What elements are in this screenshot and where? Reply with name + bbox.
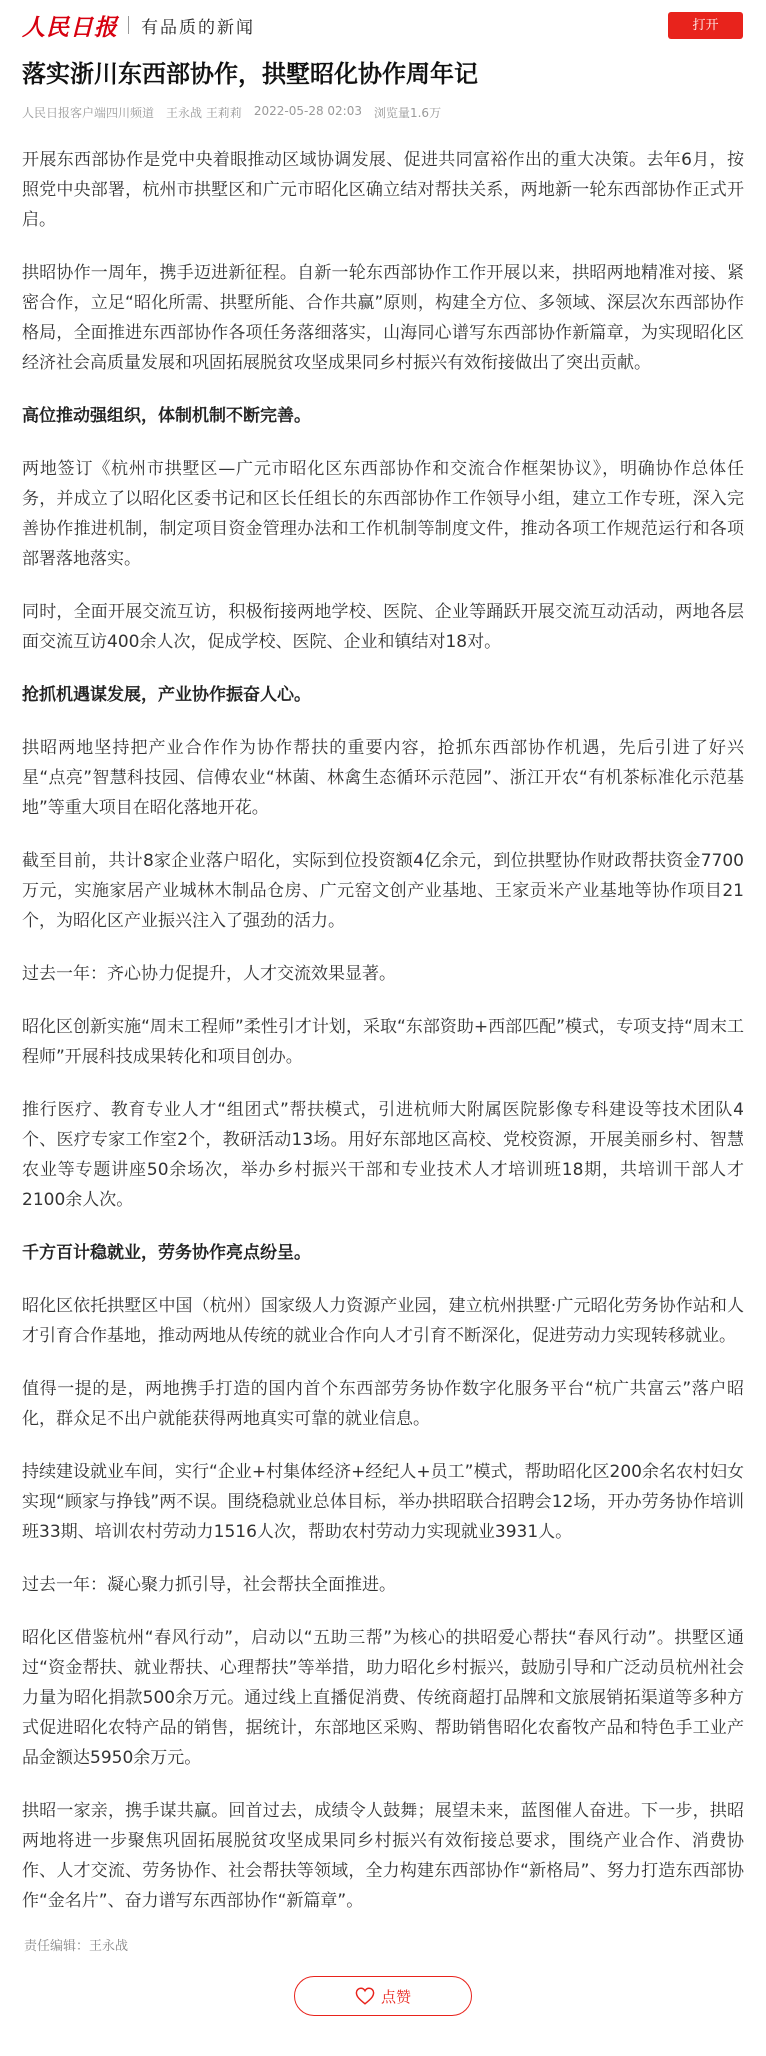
top-bar	[0, 0, 766, 50]
article-body	[22, 145, 744, 1916]
article-paragraph: 持续建设就业车间，实行“企业+村集体经济+经纪人+员工”模式，帮助昭化区200余名农村妇女实现“顾家与挣钱”两不误。围绕稳就业总体目标，举办拱昭联合招聘会12场，开办劳务协作培训班33期、培训农村劳动力1516人次，帮助农村劳动力实现就业3931人。	[22, 1462, 744, 1542]
section-heading: 千方百计稳就业，劳务协作亮点纷呈。	[22, 1243, 311, 1263]
article-paragraph: 拱昭一家亲，携手谋共赢。回首过去，成绩令人鼓舞；展望未来，蓝图催人奋进。下一步，拱昭两地将进一步聚焦巩固拓展脱贫攻坚成果同乡村振兴有效衔接总要求，围绕产业合作、消费协作、人才交流、劳务协作、社会帮扶等领域，全力构建东西部协作“新格局”、努力打造东西部协作“金名片”、奋力谱写东西部协作“新篇章”。	[22, 1801, 744, 1911]
article-paragraph: 值得一提的是，两地携手打造的国内首个东西部劳务协作数字化服务平台“杭广共富云”落户昭化，群众足不出户就能获得两地真实可靠的就业信息。	[22, 1379, 744, 1429]
like-label: 点赞	[380, 1987, 411, 2006]
article-meta	[22, 104, 744, 121]
article-title: 落实浙川东西部协作，拱墅昭化协作周年记	[22, 60, 478, 88]
article-paragraph: 拱昭协作一周年，携手迈进新征程。自新一轮东西部协作工作开展以来，拱昭两地精准对接、紧密合作，立足“昭化所需、拱墅所能、合作共赢”原则，构建全方位、多领域、深层次东西部协作格局，全面推进东西部协作各项任务落细落实，山海同心谱写东西部协作新篇章，为实现昭化区经济社会高质量发展和巩固拓展脱贫攻坚成果同乡村振兴有效衔接做出了突出贡献。	[22, 263, 744, 373]
article-paragraph: 过去一年：凝心聚力抓引导，社会帮扶全面推进。	[22, 1575, 396, 1595]
article-paragraph: 昭化区创新实施“周末工程师”柔性引才计划，采取“东部资助+西部匹配”模式，专项支持“周末工程师”开展科技成果转化和项目创办。	[22, 1017, 744, 1067]
heart-icon	[355, 1987, 375, 2005]
responsible-editor: 责任编辑：王永战	[24, 1939, 129, 1954]
people-daily-logo[interactable]: 人民日报	[22, 13, 118, 41]
slogan: 有品质的新闻	[141, 17, 255, 38]
article-paragraph: 两地签订《杭州市拱墅区—广元市昭化区东西部协作和交流合作框架协议》，明确协作总体任务，并成立了以昭化区委书记和区长任组长的东西部协作工作领导小组，建立工作专班，深入完善协作推进机制，制定项目资金管理办法和工作机制等制度文件，推动各项工作规范运行和各项部署落地落实。	[22, 459, 744, 569]
article-views: 浏览量1.6万	[373, 106, 442, 120]
article-paragraph: 同时，全面开展交流互访，积极衔接两地学校、医院、企业等踊跃开展交流互动活动，两地各层面交流互访400余人次，促成学校、医院、企业和镇结对18对。	[22, 602, 744, 652]
article-paragraph: 昭化区依托拱墅区中国（杭州）国家级人力资源产业园，建立杭州拱墅·广元昭化劳务协作站和人才引育合作基地，推动两地从传统的就业合作向人才引育不断深化，促进劳动力实现转移就业。	[22, 1296, 744, 1346]
article-paragraph: 推行医疗、教育专业人才“组团式”帮扶模式，引进杭师大附属医院影像专科建设等技术团队4个、医疗专家工作室2个，教研活动13场。用好东部地区高校、党校资源，开展美丽乡村、智慧农业等专题讲座50余场次，举办乡村振兴干部和专业技术人才培训班18期，共培训干部人才2100余人次。	[22, 1100, 744, 1210]
article-paragraph: 昭化区借鉴杭州“春风行动”，启动以“五助三帮”为核心的拱昭爱心帮扶“春风行动”。拱墅区通过“资金帮扶、就业帮扶、心理帮扶”等举措，助力昭化乡村振兴，鼓励引导和广泛动员杭州社会力量为昭化捐款500余万元。通过线上直播促消费、传统商超打品牌和文旅展销拓渠道等多种方式促进昭化农特产品的销售，据统计，东部地区采购、帮助销售昭化农畜牧产品和特色手工业产品金额达5950余万元。	[22, 1628, 744, 1768]
article-datetime: 2022-05-28 02:03	[253, 104, 362, 118]
article-source: 人民日报客户端四川频道	[22, 106, 155, 120]
article-paragraph: 截至目前，共计8家企业落户昭化，实际到位投资额4亿余元，到位拱墅协作财政帮扶资金7700万元，实施家居产业城林木制品仓房、广元窑文创产业基地、王家贡米产业基地等协作项目21个，为昭化区产业振兴注入了强劲的活力。	[22, 851, 744, 931]
article-paragraph: 开展东西部协作是党中央着眼推动区域协调发展、促进共同富裕作出的重大决策。去年6月，按照党中央部署，杭州市拱墅区和广元市昭化区确立结对帮扶关系，两地新一轮东西部协作正式开启。	[22, 150, 744, 230]
article-authors: 王永战 王莉莉	[166, 106, 242, 120]
section-heading: 高位推动强组织，体制机制不断完善。	[22, 406, 311, 426]
section-heading: 抢抓机遇谋发展，产业协作振奋人心。	[22, 685, 311, 705]
like-area	[0, 1976, 766, 2016]
logo-divider	[128, 16, 129, 34]
open-app-button[interactable]: 打开	[668, 12, 743, 39]
like-button[interactable]	[294, 1976, 472, 2016]
article-paragraph: 过去一年：齐心协力促提升，人才交流效果显著。	[22, 964, 396, 984]
article-paragraph: 拱昭两地坚持把产业合作作为协作帮扶的重要内容，抢抓东西部协作机遇，先后引进了好兴星“点亮”智慧科技园、信傅农业“林菌、林禽生态循环示范园”、浙江开农“有机茶标准化示范基地”等重大项目在昭化落地开花。	[22, 738, 744, 818]
